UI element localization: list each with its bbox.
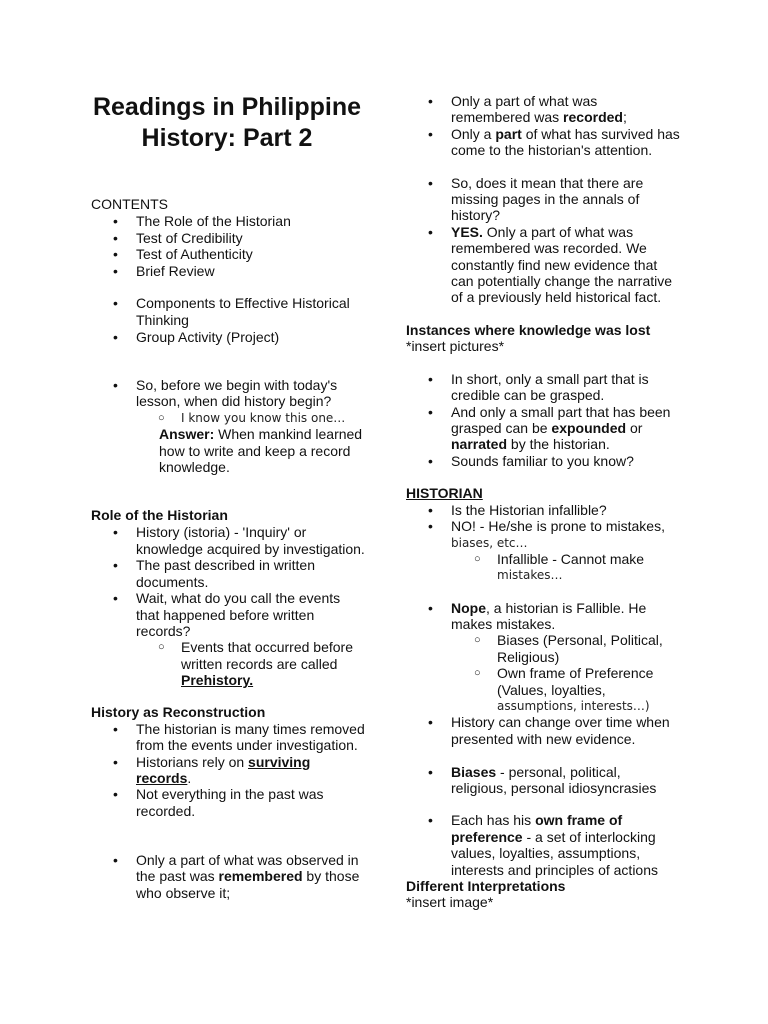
remembered-term: remembered — [218, 868, 303, 884]
text: Historians rely on — [136, 754, 249, 770]
role-line: The past described in written — [136, 557, 315, 573]
recon-line — [136, 868, 359, 885]
right-sub-line: Own frame of Preference — [497, 665, 654, 681]
text: Only a — [451, 126, 496, 142]
recon-line: The historian is many times removed — [136, 721, 365, 737]
page-title — [77, 92, 377, 154]
right-line: can potentially change the narrative — [451, 273, 673, 289]
expounded-term: expounded — [551, 420, 627, 436]
preference-term: preference — [451, 829, 523, 845]
narrated-term: narrated — [451, 436, 508, 452]
bullet: • — [428, 502, 433, 518]
bullet: • — [428, 371, 433, 387]
sub-bullet: ○ — [474, 553, 481, 565]
role-line: that happened before written — [136, 607, 315, 623]
right-line — [451, 764, 621, 781]
text: - a set of interlocking — [522, 829, 656, 845]
right-line: biases, etc… — [451, 536, 528, 550]
role-sub-line: Events that occurred before — [181, 639, 353, 655]
intro-question-line: So, before we begin with today's — [136, 377, 338, 393]
diff-heading: Different Interpretations — [406, 878, 566, 894]
historian-heading: HISTORIAN — [406, 485, 483, 501]
right-line: In short, only a small part that is — [451, 371, 649, 387]
recon-line — [136, 770, 191, 787]
right-line: Only a part of what was — [451, 93, 598, 109]
title-line-2: History: Part 2 — [141, 124, 313, 152]
answer-text: When mankind learned — [214, 426, 363, 442]
role-line: records? — [136, 623, 191, 639]
bullet: • — [113, 213, 118, 229]
bullet: • — [113, 329, 118, 345]
text: grasped can be — [451, 420, 552, 436]
role-line: Wait, what do you call the events — [136, 590, 341, 606]
right-line: Sounds familiar to you know? — [451, 453, 634, 469]
right-sub-line: Biases (Personal, Political, — [497, 632, 663, 648]
right-line — [451, 829, 656, 846]
text: Only a part of what was — [482, 224, 634, 240]
right-line: values, loyalties, assumptions, — [451, 845, 641, 861]
right-line — [451, 109, 627, 126]
title-line-1: Readings in Philippine — [92, 93, 362, 121]
right-line: makes mistakes. — [451, 616, 556, 632]
answer-label: Answer: — [159, 426, 215, 442]
right-line — [451, 436, 610, 453]
right-line: history? — [451, 207, 501, 223]
lost-heading: Instances where knowledge was lost — [406, 322, 651, 338]
role-line: History (istoria) - 'Inquiry' or — [136, 524, 307, 540]
recon-line: Only a part of what was observed in — [136, 852, 359, 868]
bullet: • — [113, 524, 118, 540]
right-line: And only a small part that has been — [451, 404, 671, 420]
text: the past was — [136, 868, 219, 884]
right-line — [451, 812, 622, 829]
right-sub-line: Religious) — [497, 649, 560, 665]
contents-item: Brief Review — [136, 263, 215, 279]
right-line — [451, 420, 642, 437]
bullet: • — [113, 852, 118, 868]
text: ; — [622, 109, 627, 125]
sub-bullet: ○ — [474, 634, 481, 646]
text: - personal, political, — [496, 764, 621, 780]
contents-item: Group Activity (Project) — [136, 329, 280, 345]
right-line: History can change over time when — [451, 714, 670, 730]
intro-question-line: lesson, when did history begin? — [136, 393, 332, 409]
right-line: Is the Historian infallible? — [451, 502, 607, 518]
bullet: • — [428, 764, 433, 780]
bullet: • — [428, 518, 433, 534]
role-line: documents. — [136, 574, 209, 590]
recorded-term: recorded — [563, 109, 623, 125]
sub-bullet: ○ — [474, 667, 481, 679]
text: of what has survived has — [521, 126, 680, 142]
right-line: NO! - He/she is prone to mistakes, — [451, 518, 665, 534]
nope-term: Nope — [451, 600, 486, 616]
bullet: • — [428, 175, 433, 191]
contents-item: Components to Effective Historical — [136, 295, 350, 311]
text: by those — [302, 868, 360, 884]
diff-note: *insert image* — [406, 894, 494, 910]
contents-heading: CONTENTS — [91, 196, 168, 212]
recon-line: from the events under investigation. — [136, 737, 358, 753]
bullet: • — [113, 557, 118, 573]
recon-line: recorded. — [136, 803, 196, 819]
surviving-term: surviving — [248, 754, 311, 770]
text: remembered was — [451, 109, 564, 125]
bullet: • — [113, 377, 118, 393]
right-line: come to the historian's attention. — [451, 142, 653, 158]
recon-heading: History as Reconstruction — [91, 704, 266, 720]
right-line — [451, 600, 646, 617]
intro-sub: I know you know this one… — [181, 411, 346, 425]
bullet: • — [428, 126, 433, 142]
lost-note: *insert pictures* — [406, 338, 505, 354]
contents-item: The Role of the Historian — [136, 213, 291, 229]
right-line: religious, personal idiosyncrasies — [451, 780, 657, 796]
right-line: So, does it mean that there are — [451, 175, 644, 191]
yes-term: YES. — [451, 224, 483, 240]
role-heading: Role of the Historian — [91, 507, 228, 523]
right-sub-line: (Values, loyalties, — [497, 682, 606, 698]
right-sub-line: Infallible - Cannot make — [497, 551, 645, 567]
bullet: • — [113, 590, 118, 606]
right-line: credible can be grasped. — [451, 387, 605, 403]
contents-item-cont: Thinking — [136, 312, 189, 328]
text: or — [626, 420, 643, 436]
intro-answer-line: how to write and keep a record — [159, 443, 351, 459]
bullet: • — [113, 786, 118, 802]
bullet: • — [113, 246, 118, 262]
recon-line: who observe it; — [136, 885, 231, 901]
bullet: • — [428, 404, 433, 420]
bullet: • — [428, 453, 433, 469]
right-line — [451, 126, 680, 143]
prehistory-term: Prehistory. — [181, 672, 254, 688]
right-line: of a previously held historical fact. — [451, 289, 662, 305]
intro-answer — [159, 426, 362, 443]
bullet: • — [113, 295, 118, 311]
records-term: records — [136, 770, 188, 786]
contents-item: Test of Authenticity — [136, 246, 253, 262]
text: . — [187, 770, 192, 786]
bullet: • — [428, 714, 433, 730]
biases-term: Biases — [451, 764, 497, 780]
role-sub-line: written records are called — [181, 656, 338, 672]
text: by the historian. — [507, 436, 610, 452]
sub-bullet: ○ — [158, 412, 165, 424]
sub-bullet: ○ — [158, 641, 165, 653]
right-sub-line: assumptions, interests…) — [497, 699, 650, 713]
role-line: knowledge acquired by investigation. — [136, 541, 365, 557]
right-sub-line: mistakes… — [497, 568, 563, 582]
bullet: • — [113, 754, 118, 770]
right-line: remembered was recorded. We — [451, 240, 647, 256]
text: , a historian is Fallible. He — [486, 600, 647, 616]
recon-line: Not everything in the past was — [136, 786, 324, 802]
right-line — [451, 224, 633, 241]
bullet: • — [428, 93, 433, 109]
frame-term: own frame of — [535, 812, 623, 828]
bullet: • — [428, 224, 433, 240]
bullet: • — [428, 600, 433, 616]
right-line: missing pages in the annals of — [451, 191, 640, 207]
right-line: constantly find new evidence that — [451, 257, 658, 273]
right-line: interests and principles of actions — [451, 862, 658, 878]
contents-item: Test of Credibility — [136, 230, 243, 246]
bullet: • — [113, 230, 118, 246]
bullet: • — [428, 812, 433, 828]
bullet: • — [113, 721, 118, 737]
text: Each has his — [451, 812, 536, 828]
part-term: part — [495, 126, 522, 142]
recon-line — [136, 754, 310, 771]
right-line: presented with new evidence. — [451, 731, 636, 747]
bullet: • — [113, 263, 118, 279]
intro-answer-line: knowledge. — [159, 459, 230, 475]
